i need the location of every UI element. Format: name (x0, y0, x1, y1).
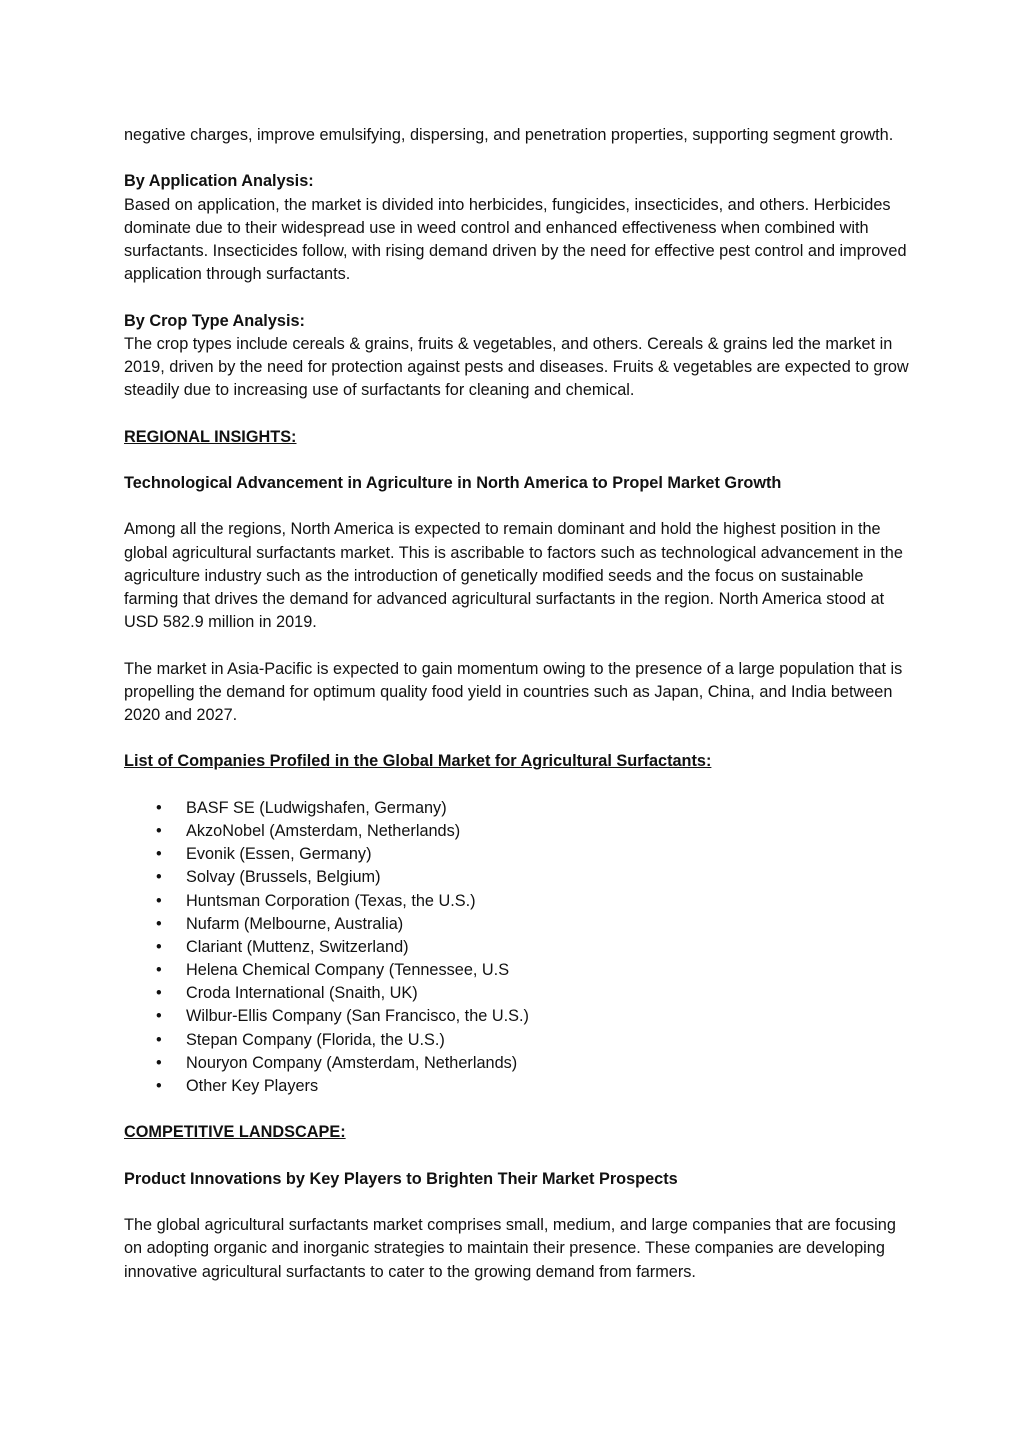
crop-type-body: The crop types include cereals & grains, fruits & vegetables, and others. Cereals & grains led the market in 2019, driven by the need for protection against pests and diseases. Fruits & vegetables are expected to grow steadily due to increasing use of surfactants for cleaning and chemical. (124, 334, 909, 400)
list-item (124, 936, 914, 959)
regional-subheading: Technological Advancement in Agriculture in North America to Propel Market Growth (124, 473, 782, 492)
list-item (124, 1075, 914, 1098)
list-item (124, 1052, 914, 1075)
company-name: Nufarm (Melbourne, Australia) (186, 914, 404, 933)
regional-paragraph-1: Among all the regions, North America is expected to remain dominant and hold the highest position in the global agricultural surfactants market. This is ascribable to factors such as technological advancement in the agriculture industry such as the introduction of genetically modified seeds and the focus on sustainable farming that drives the demand for advanced agricultural surfactants in the region. North America stood at USD 582.9 million in 2019. (124, 520, 903, 632)
company-name: BASF SE (Ludwigshafen, Germany) (186, 798, 447, 817)
bullet-icon: • (156, 961, 162, 980)
list-item (124, 797, 914, 820)
crop-type-heading: By Crop Type Analysis: (124, 311, 305, 330)
bullet-icon: • (156, 937, 162, 956)
bullet-icon: • (156, 798, 162, 817)
company-name: Solvay (Brussels, Belgium) (186, 868, 381, 887)
regional-paragraph-2: The market in Asia-Pacific is expected to gain momentum owing to the presence of a large population that is propelling the demand for optimum quality food yield in countries such as Japan, China, and India between 2020 and 2027. (124, 659, 903, 724)
crop-type-section (124, 310, 914, 403)
list-item (124, 1029, 914, 1052)
company-name: Clariant (Muttenz, Switzerland) (186, 937, 409, 956)
company-name: Croda International (Snaith, UK) (186, 984, 418, 1003)
list-item (124, 820, 914, 843)
bullet-icon: • (156, 868, 162, 887)
bullet-icon: • (156, 845, 162, 864)
bullet-icon: • (156, 984, 162, 1003)
bullet-icon: • (156, 1030, 162, 1049)
list-item (124, 1005, 914, 1028)
company-name: Nouryon Company (Amsterdam, Netherlands) (186, 1053, 518, 1072)
list-item (124, 890, 914, 913)
intro-continuation: negative charges, improve emulsifying, dispersing, and penetration properties, supporting segment growth. (124, 126, 894, 144)
company-name: Wilbur-Ellis Company (San Francisco, the U.S.) (186, 1007, 529, 1026)
competitive-subheading: Product Innovations by Key Players to Brighten Their Market Prospects (124, 1169, 678, 1188)
bullet-icon: • (156, 1007, 162, 1026)
company-name: Stepan Company (Florida, the U.S.) (186, 1030, 445, 1049)
company-name: Huntsman Corporation (Texas, the U.S.) (186, 891, 476, 910)
list-item (124, 843, 914, 866)
company-name: AkzoNobel (Amsterdam, Netherlands) (186, 821, 461, 840)
list-item (124, 959, 914, 982)
company-name: Helena Chemical Company (Tennessee, U.S (186, 961, 510, 980)
application-heading: By Application Analysis: (124, 172, 314, 191)
companies-list (124, 797, 914, 1098)
list-item (124, 913, 914, 936)
regional-heading: REGIONAL INSIGHTS: (124, 427, 297, 446)
competitive-paragraph: The global agricultural surfactants market comprises small, medium, and large companies that are focusing on adopting organic and inorganic strategies to maintain their presence. These companies are developing innovative agricultural surfactants to cater to the growing demand from farmers. (124, 1216, 896, 1281)
company-name: Other Key Players (186, 1077, 319, 1096)
document-page (124, 124, 914, 1307)
list-item (124, 866, 914, 889)
bullet-icon: • (156, 1053, 162, 1072)
bullet-icon: • (156, 821, 162, 840)
company-name: Evonik (Essen, Germany) (186, 845, 372, 864)
bullet-icon: • (156, 1077, 162, 1096)
application-section (124, 170, 914, 286)
competitive-heading: COMPETITIVE LANDSCAPE: (124, 1123, 346, 1142)
list-item (124, 982, 914, 1005)
companies-heading: List of Companies Profiled in the Global Market for Agricultural Surfactants: (124, 752, 712, 771)
application-body: Based on application, the market is divided into herbicides, fungicides, insecticides, and others. Herbicides dominate due to their widespread use in weed control and enhanced effectiveness when combined with surfactants. Insecticides follow, with rising demand driven by the need for effective pest control and improved application through surfactants. (124, 195, 907, 284)
bullet-icon: • (156, 914, 162, 933)
bullet-icon: • (156, 891, 162, 910)
